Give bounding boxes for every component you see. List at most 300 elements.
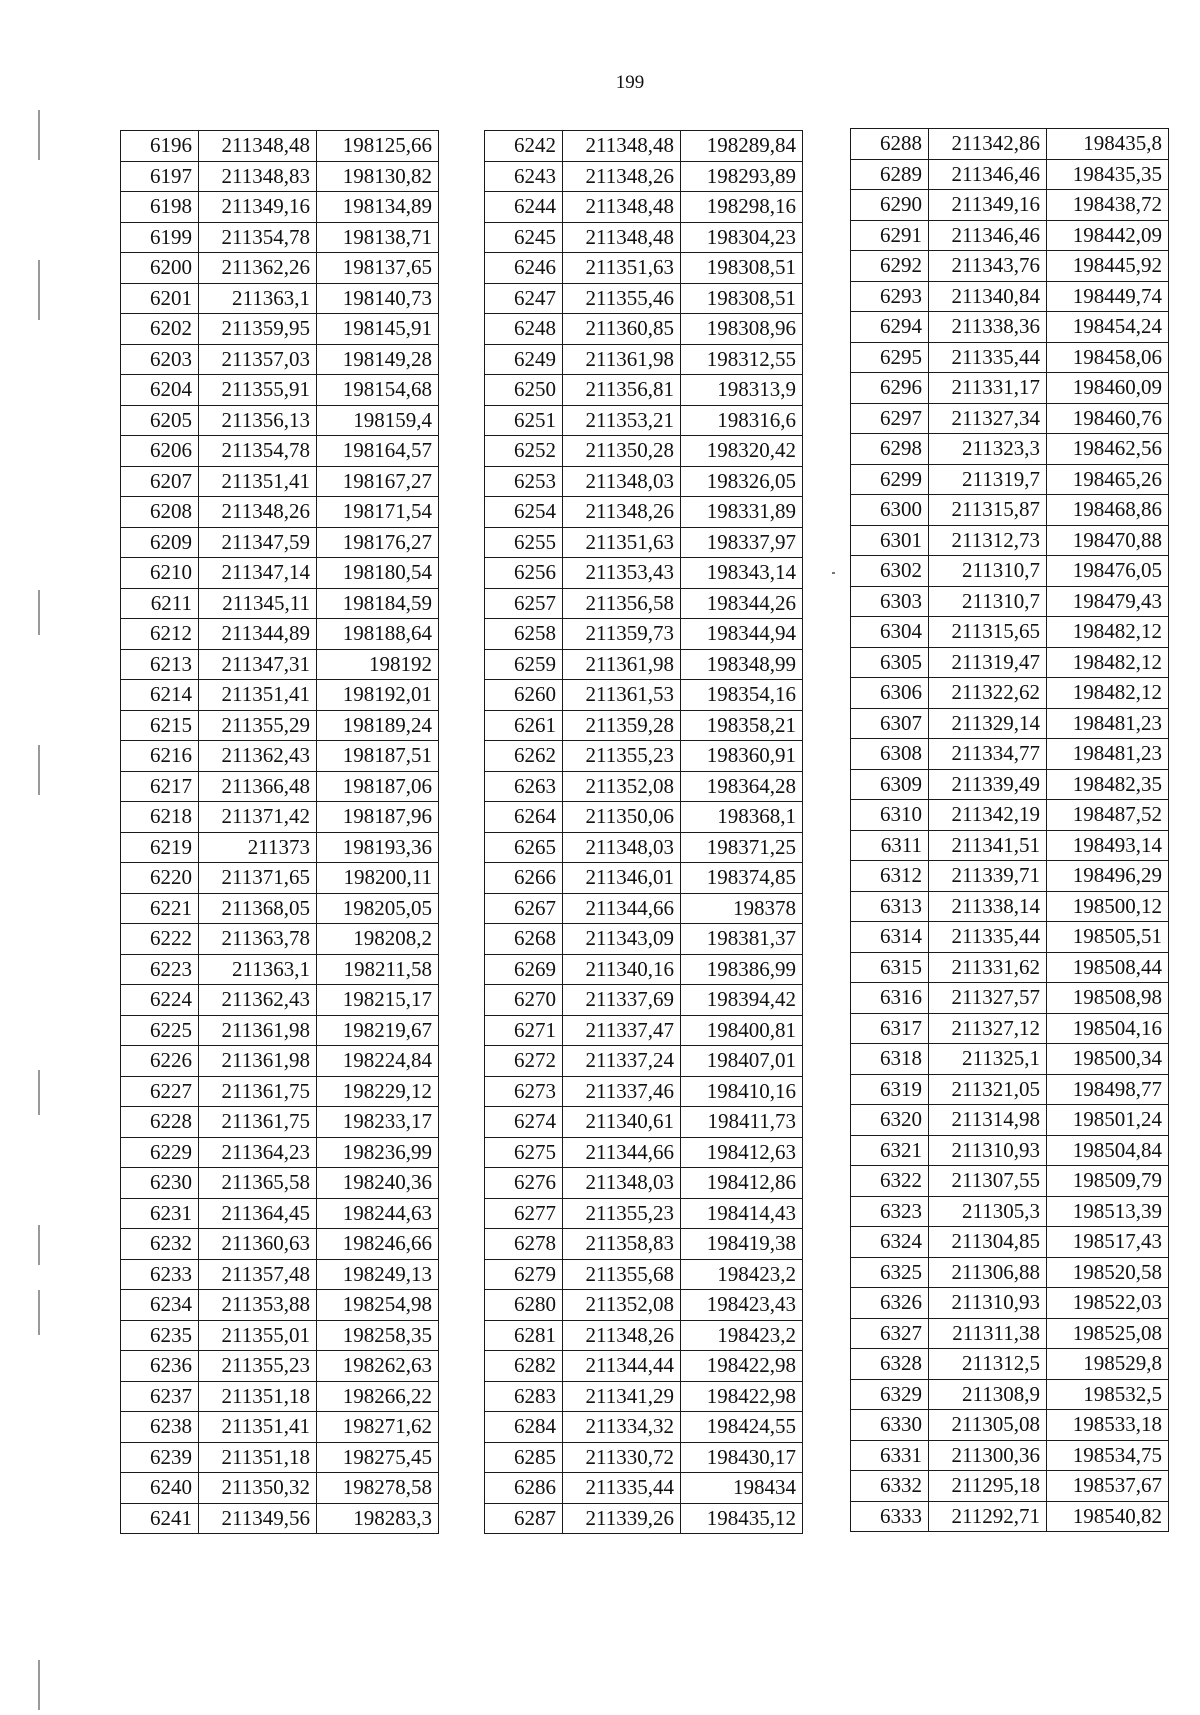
y-coordinate-cell: 198470,88 (1047, 525, 1169, 556)
point-number-cell: 6265 (485, 832, 563, 863)
y-coordinate-cell: 198407,01 (681, 1046, 803, 1077)
x-coordinate-cell: 211310,93 (929, 1135, 1047, 1166)
point-number-cell: 6276 (485, 1168, 563, 1199)
x-coordinate-cell: 211308,9 (929, 1379, 1047, 1410)
x-coordinate-cell: 211342,19 (929, 800, 1047, 831)
y-coordinate-cell: 198308,51 (681, 283, 803, 314)
table-row (851, 800, 1169, 831)
table-row (485, 1168, 803, 1199)
table-row (121, 619, 439, 650)
point-number-cell: 6273 (485, 1076, 563, 1107)
y-coordinate-cell: 198465,26 (1047, 464, 1169, 495)
y-coordinate-cell: 198381,37 (681, 924, 803, 955)
y-coordinate-cell: 198189,24 (317, 710, 439, 741)
y-coordinate-cell: 198171,54 (317, 497, 439, 528)
x-coordinate-cell: 211344,44 (563, 1351, 681, 1382)
y-coordinate-cell: 198517,43 (1047, 1227, 1169, 1258)
x-coordinate-cell: 211358,83 (563, 1229, 681, 1260)
table-row (485, 131, 803, 162)
table-row (851, 983, 1169, 1014)
x-coordinate-cell: 211348,48 (563, 192, 681, 223)
table-row (121, 680, 439, 711)
table-row (121, 588, 439, 619)
point-number-cell: 6289 (851, 159, 929, 190)
x-coordinate-cell: 211325,1 (929, 1044, 1047, 1075)
point-number-cell: 6304 (851, 617, 929, 648)
point-number-cell: 6280 (485, 1290, 563, 1321)
point-number-cell: 6217 (121, 771, 199, 802)
y-coordinate-cell: 198481,23 (1047, 739, 1169, 770)
table-row (851, 1074, 1169, 1105)
y-coordinate-cell: 198167,27 (317, 466, 439, 497)
table-row (121, 954, 439, 985)
table-row (851, 342, 1169, 373)
y-coordinate-cell: 198434 (681, 1473, 803, 1504)
table-row (851, 861, 1169, 892)
point-number-cell: 6298 (851, 434, 929, 465)
y-coordinate-cell: 198410,16 (681, 1076, 803, 1107)
table-row (121, 375, 439, 406)
x-coordinate-cell: 211354,78 (199, 222, 317, 253)
table-row (851, 495, 1169, 526)
y-coordinate-cell: 198364,28 (681, 771, 803, 802)
x-coordinate-cell: 211351,41 (199, 680, 317, 711)
point-number-cell: 6281 (485, 1320, 563, 1351)
table-row (485, 1107, 803, 1138)
point-number-cell: 6213 (121, 649, 199, 680)
margin-mark (38, 590, 40, 635)
y-coordinate-cell: 198493,14 (1047, 830, 1169, 861)
point-number-cell: 6271 (485, 1015, 563, 1046)
point-number-cell: 6254 (485, 497, 563, 528)
x-coordinate-cell: 211361,53 (563, 680, 681, 711)
y-coordinate-cell: 198193,36 (317, 832, 439, 863)
y-coordinate-cell: 198423,2 (681, 1259, 803, 1290)
y-coordinate-cell: 198200,11 (317, 863, 439, 894)
point-number-cell: 6293 (851, 281, 929, 312)
point-number-cell: 6264 (485, 802, 563, 833)
point-number-cell: 6287 (485, 1503, 563, 1534)
y-coordinate-cell: 198442,09 (1047, 220, 1169, 251)
y-coordinate-cell: 198312,55 (681, 344, 803, 375)
point-number-cell: 6277 (485, 1198, 563, 1229)
table-row (851, 617, 1169, 648)
table-row (851, 922, 1169, 953)
point-number-cell: 6218 (121, 802, 199, 833)
point-number-cell: 6294 (851, 312, 929, 343)
table-row (121, 161, 439, 192)
point-number-cell: 6231 (121, 1198, 199, 1229)
x-coordinate-cell: 211351,63 (563, 527, 681, 558)
point-number-cell: 6227 (121, 1076, 199, 1107)
y-coordinate-cell: 198130,82 (317, 161, 439, 192)
point-number-cell: 6233 (121, 1259, 199, 1290)
point-number-cell: 6296 (851, 373, 929, 404)
x-coordinate-cell: 211355,46 (563, 283, 681, 314)
x-coordinate-cell: 211362,43 (199, 985, 317, 1016)
point-number-cell: 6282 (485, 1351, 563, 1382)
x-coordinate-cell: 211343,09 (563, 924, 681, 955)
point-number-cell: 6332 (851, 1471, 929, 1502)
y-coordinate-cell: 198435,8 (1047, 129, 1169, 160)
y-coordinate-cell: 198378 (681, 893, 803, 924)
table-row (485, 283, 803, 314)
y-coordinate-cell: 198313,9 (681, 375, 803, 406)
x-coordinate-cell: 211355,01 (199, 1320, 317, 1351)
y-coordinate-cell: 198145,91 (317, 314, 439, 345)
point-number-cell: 6223 (121, 954, 199, 985)
table-row (121, 1168, 439, 1199)
x-coordinate-cell: 211319,47 (929, 647, 1047, 678)
table-row (121, 466, 439, 497)
y-coordinate-cell: 198449,74 (1047, 281, 1169, 312)
margin-mark (38, 1660, 40, 1710)
table-row (851, 1013, 1169, 1044)
point-number-cell: 6256 (485, 558, 563, 589)
table-row (485, 1015, 803, 1046)
point-number-cell: 6329 (851, 1379, 929, 1410)
x-coordinate-cell: 211349,16 (199, 192, 317, 223)
y-coordinate-cell: 198293,89 (681, 161, 803, 192)
table-row (851, 281, 1169, 312)
table-row (851, 1440, 1169, 1471)
table-row (485, 1320, 803, 1351)
y-coordinate-cell: 198430,17 (681, 1442, 803, 1473)
y-coordinate-cell: 198337,97 (681, 527, 803, 558)
y-coordinate-cell: 198482,12 (1047, 617, 1169, 648)
x-coordinate-cell: 211350,28 (563, 436, 681, 467)
x-coordinate-cell: 211351,18 (199, 1381, 317, 1412)
table-row (851, 769, 1169, 800)
x-coordinate-cell: 211315,65 (929, 617, 1047, 648)
table-row (121, 192, 439, 223)
y-coordinate-cell: 198422,98 (681, 1381, 803, 1412)
table-row (121, 802, 439, 833)
table-row (851, 1257, 1169, 1288)
point-number-cell: 6237 (121, 1381, 199, 1412)
y-coordinate-cell: 198326,05 (681, 466, 803, 497)
x-coordinate-cell: 211371,42 (199, 802, 317, 833)
y-coordinate-cell: 198219,67 (317, 1015, 439, 1046)
point-number-cell: 6232 (121, 1229, 199, 1260)
y-coordinate-cell: 198249,13 (317, 1259, 439, 1290)
y-coordinate-cell: 198394,42 (681, 985, 803, 1016)
coordinate-table-3 (850, 128, 1169, 1532)
x-coordinate-cell: 211353,43 (563, 558, 681, 589)
table-row (851, 1410, 1169, 1441)
x-coordinate-cell: 211335,44 (929, 922, 1047, 953)
y-coordinate-cell: 198454,24 (1047, 312, 1169, 343)
point-number-cell: 6284 (485, 1412, 563, 1443)
coordinate-table-2 (484, 130, 803, 1534)
point-number-cell: 6283 (485, 1381, 563, 1412)
point-number-cell: 6252 (485, 436, 563, 467)
point-number-cell: 6318 (851, 1044, 929, 1075)
table-row (485, 1412, 803, 1443)
point-number-cell: 6262 (485, 741, 563, 772)
table-row (485, 1137, 803, 1168)
x-coordinate-cell: 211348,26 (199, 497, 317, 528)
table-row (485, 222, 803, 253)
point-number-cell: 6310 (851, 800, 929, 831)
x-coordinate-cell: 211311,38 (929, 1318, 1047, 1349)
point-number-cell: 6201 (121, 283, 199, 314)
y-coordinate-cell: 198308,51 (681, 253, 803, 284)
table-row (485, 619, 803, 650)
x-coordinate-cell: 211360,63 (199, 1229, 317, 1260)
table-row (485, 161, 803, 192)
x-coordinate-cell: 211339,49 (929, 769, 1047, 800)
point-number-cell: 6311 (851, 830, 929, 861)
y-coordinate-cell: 198205,05 (317, 893, 439, 924)
x-coordinate-cell: 211340,61 (563, 1107, 681, 1138)
table-row (485, 1290, 803, 1321)
point-number-cell: 6266 (485, 863, 563, 894)
x-coordinate-cell: 211314,98 (929, 1105, 1047, 1136)
point-number-cell: 6258 (485, 619, 563, 650)
point-number-cell: 6238 (121, 1412, 199, 1443)
x-coordinate-cell: 211355,91 (199, 375, 317, 406)
page-number: 199 (615, 72, 645, 93)
x-coordinate-cell: 211351,18 (199, 1442, 317, 1473)
point-number-cell: 6327 (851, 1318, 929, 1349)
y-coordinate-cell: 198435,12 (681, 1503, 803, 1534)
x-coordinate-cell: 211348,26 (563, 1320, 681, 1351)
x-coordinate-cell: 211341,51 (929, 830, 1047, 861)
y-coordinate-cell: 198476,05 (1047, 556, 1169, 587)
point-number-cell: 6325 (851, 1257, 929, 1288)
point-number-cell: 6253 (485, 466, 563, 497)
y-coordinate-cell: 198134,89 (317, 192, 439, 223)
y-coordinate-cell: 198258,35 (317, 1320, 439, 1351)
x-coordinate-cell: 211327,12 (929, 1013, 1047, 1044)
point-number-cell: 6321 (851, 1135, 929, 1166)
y-coordinate-cell: 198482,35 (1047, 769, 1169, 800)
y-coordinate-cell: 198138,71 (317, 222, 439, 253)
y-coordinate-cell: 198283,3 (317, 1503, 439, 1534)
y-coordinate-cell: 198520,58 (1047, 1257, 1169, 1288)
x-coordinate-cell: 211350,06 (563, 802, 681, 833)
point-number-cell: 6211 (121, 588, 199, 619)
y-coordinate-cell: 198458,06 (1047, 342, 1169, 373)
x-coordinate-cell: 211327,34 (929, 403, 1047, 434)
y-coordinate-cell: 198348,99 (681, 649, 803, 680)
table-row (121, 1137, 439, 1168)
x-coordinate-cell: 211312,5 (929, 1349, 1047, 1380)
point-number-cell: 6247 (485, 283, 563, 314)
point-number-cell: 6242 (485, 131, 563, 162)
y-coordinate-cell: 198316,6 (681, 405, 803, 436)
y-coordinate-cell: 198331,89 (681, 497, 803, 528)
y-coordinate-cell: 198533,18 (1047, 1410, 1169, 1441)
table-row (121, 1381, 439, 1412)
x-coordinate-cell: 211362,43 (199, 741, 317, 772)
y-coordinate-cell: 198304,23 (681, 222, 803, 253)
table-row (485, 1381, 803, 1412)
x-coordinate-cell: 211345,11 (199, 588, 317, 619)
x-coordinate-cell: 211348,48 (199, 131, 317, 162)
y-coordinate-cell: 198513,39 (1047, 1196, 1169, 1227)
y-coordinate-cell: 198505,51 (1047, 922, 1169, 953)
x-coordinate-cell: 211295,18 (929, 1471, 1047, 1502)
point-number-cell: 6285 (485, 1442, 563, 1473)
point-number-cell: 6246 (485, 253, 563, 284)
y-coordinate-cell: 198137,65 (317, 253, 439, 284)
table-row (851, 129, 1169, 160)
x-coordinate-cell: 211331,17 (929, 373, 1047, 404)
x-coordinate-cell: 211330,72 (563, 1442, 681, 1473)
y-coordinate-cell: 198487,52 (1047, 800, 1169, 831)
margin-mark (38, 260, 40, 320)
point-number-cell: 6196 (121, 131, 199, 162)
x-coordinate-cell: 211353,88 (199, 1290, 317, 1321)
point-number-cell: 6205 (121, 405, 199, 436)
x-coordinate-cell: 211357,48 (199, 1259, 317, 1290)
x-coordinate-cell: 211334,77 (929, 739, 1047, 770)
point-number-cell: 6228 (121, 1107, 199, 1138)
point-number-cell: 6297 (851, 403, 929, 434)
x-coordinate-cell: 211353,21 (563, 405, 681, 436)
table-row (121, 1198, 439, 1229)
x-coordinate-cell: 211344,66 (563, 1137, 681, 1168)
y-coordinate-cell: 198149,28 (317, 344, 439, 375)
table-row (851, 1471, 1169, 1502)
y-coordinate-cell: 198508,44 (1047, 952, 1169, 983)
point-number-cell: 6328 (851, 1349, 929, 1380)
y-coordinate-cell: 198412,86 (681, 1168, 803, 1199)
x-coordinate-cell: 211343,76 (929, 251, 1047, 282)
point-number-cell: 6292 (851, 251, 929, 282)
x-coordinate-cell: 211310,7 (929, 556, 1047, 587)
table-row (485, 253, 803, 284)
table-row (121, 344, 439, 375)
table-row (121, 863, 439, 894)
y-coordinate-cell: 198482,12 (1047, 647, 1169, 678)
point-number-cell: 6251 (485, 405, 563, 436)
point-number-cell: 6229 (121, 1137, 199, 1168)
point-number-cell: 6249 (485, 344, 563, 375)
x-coordinate-cell: 211359,73 (563, 619, 681, 650)
point-number-cell: 6245 (485, 222, 563, 253)
table-row (121, 1320, 439, 1351)
y-coordinate-cell: 198540,82 (1047, 1501, 1169, 1532)
point-number-cell: 6260 (485, 680, 563, 711)
y-coordinate-cell: 198498,77 (1047, 1074, 1169, 1105)
point-number-cell: 6263 (485, 771, 563, 802)
x-coordinate-cell: 211348,83 (199, 161, 317, 192)
x-coordinate-cell: 211360,85 (563, 314, 681, 345)
table-row (851, 251, 1169, 282)
table-row (485, 649, 803, 680)
x-coordinate-cell: 211356,58 (563, 588, 681, 619)
table-row (121, 1290, 439, 1321)
table-row (851, 1227, 1169, 1258)
x-coordinate-cell: 211348,48 (563, 222, 681, 253)
y-coordinate-cell: 198411,73 (681, 1107, 803, 1138)
x-coordinate-cell: 211362,26 (199, 253, 317, 284)
table-row (121, 924, 439, 955)
x-coordinate-cell: 211349,56 (199, 1503, 317, 1534)
point-number-cell: 6275 (485, 1137, 563, 1168)
x-coordinate-cell: 211363,1 (199, 283, 317, 314)
table-row (121, 1473, 439, 1504)
point-number-cell: 6212 (121, 619, 199, 650)
table-row (851, 1044, 1169, 1075)
table-row (485, 1442, 803, 1473)
table-row (485, 375, 803, 406)
y-coordinate-cell: 198525,08 (1047, 1318, 1169, 1349)
x-coordinate-cell: 211364,23 (199, 1137, 317, 1168)
x-coordinate-cell: 211356,13 (199, 405, 317, 436)
table-row (485, 1198, 803, 1229)
table-row (121, 253, 439, 284)
table-row (121, 741, 439, 772)
y-coordinate-cell: 198500,12 (1047, 891, 1169, 922)
table-row (485, 405, 803, 436)
table-row (485, 1351, 803, 1382)
table-row (851, 952, 1169, 983)
table-row (851, 434, 1169, 465)
stray-mark (832, 572, 835, 574)
x-coordinate-cell: 211292,71 (929, 1501, 1047, 1532)
table-row (121, 771, 439, 802)
point-number-cell: 6295 (851, 342, 929, 373)
y-coordinate-cell: 198386,99 (681, 954, 803, 985)
x-coordinate-cell: 211347,59 (199, 527, 317, 558)
point-number-cell: 6322 (851, 1166, 929, 1197)
margin-mark (38, 745, 40, 795)
y-coordinate-cell: 198211,58 (317, 954, 439, 985)
y-coordinate-cell: 198344,94 (681, 619, 803, 650)
x-coordinate-cell: 211356,81 (563, 375, 681, 406)
y-coordinate-cell: 198534,75 (1047, 1440, 1169, 1471)
y-coordinate-cell: 198224,84 (317, 1046, 439, 1077)
point-number-cell: 6300 (851, 495, 929, 526)
x-coordinate-cell: 211340,16 (563, 954, 681, 985)
table-row (851, 220, 1169, 251)
point-number-cell: 6219 (121, 832, 199, 863)
x-coordinate-cell: 211351,63 (563, 253, 681, 284)
table-row (485, 893, 803, 924)
table-row (485, 954, 803, 985)
table-row (121, 558, 439, 589)
table-row (851, 1349, 1169, 1380)
point-number-cell: 6200 (121, 253, 199, 284)
table-row (851, 556, 1169, 587)
x-coordinate-cell: 211361,75 (199, 1076, 317, 1107)
x-coordinate-cell: 211348,26 (563, 161, 681, 192)
x-coordinate-cell: 211348,26 (563, 497, 681, 528)
table-row (121, 1259, 439, 1290)
point-number-cell: 6267 (485, 893, 563, 924)
table-row (851, 708, 1169, 739)
y-coordinate-cell: 198424,55 (681, 1412, 803, 1443)
table-row (121, 222, 439, 253)
point-number-cell: 6199 (121, 222, 199, 253)
point-number-cell: 6279 (485, 1259, 563, 1290)
table-row (485, 558, 803, 589)
y-coordinate-cell: 198400,81 (681, 1015, 803, 1046)
x-coordinate-cell: 211300,36 (929, 1440, 1047, 1471)
point-number-cell: 6290 (851, 190, 929, 221)
table-row (851, 1135, 1169, 1166)
y-coordinate-cell: 198496,29 (1047, 861, 1169, 892)
y-coordinate-cell: 198187,51 (317, 741, 439, 772)
x-coordinate-cell: 211359,95 (199, 314, 317, 345)
y-coordinate-cell: 198244,63 (317, 1198, 439, 1229)
x-coordinate-cell: 211331,62 (929, 952, 1047, 983)
y-coordinate-cell: 198438,72 (1047, 190, 1169, 221)
